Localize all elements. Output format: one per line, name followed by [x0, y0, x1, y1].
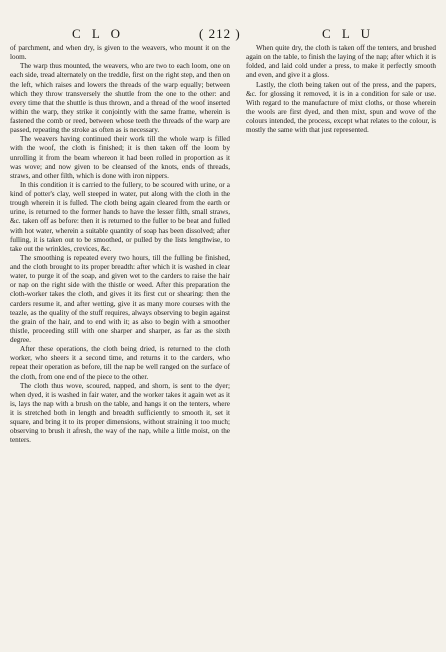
running-header: [14, 26, 432, 42]
paragraph: When quite dry, the cloth is taken off the tenters, and brushed again on the table, to finish the laying of the nap; after which it is folded, and laid cold under a press, to make it perfectly smooth and even, and give it a gloss.: [246, 44, 436, 80]
header-left: C L O: [72, 26, 125, 41]
header-right: C L U: [322, 26, 375, 41]
paragraph: In this condition it is carried to the fullery, to be scoured with urine, or a kind of potter's clay, well steeped in water, put along with the cloth in the trough wherein it is fulled. The cloth being again cleared from the earth or urine, is returned to the former hands to have the lesser filth, small straws, &c. taken off as before: then it is returned to the fuller to be beat and fulled with hot water, wherein a suitable quantity of soap has been dissolved; after fulling, it is taken out to be smoothed, or pulled by the lists lengthwise, to take out the wrinkles, crevices, &c.: [10, 180, 230, 253]
paragraph: The warp thus mounted, the weavers, who are two to each loom, one on each side, tread alternately on the treddle, first on the right step, and then on the left, which raises and lowers the threads of the warp equally; between which they throw transversely the shuttle from the one to the other: and every time that the shuttle is thus thrown, and a thread of the woof inserted within the warp, they strike it conjointly with the same frame, wherein is fastened the comb or reed, between whose teeth the threads of the warp are passed, repeating the stroke as often as is necessary.: [10, 62, 230, 135]
left-column: [10, 44, 230, 446]
right-column: [246, 44, 436, 135]
paragraph: The cloth thus wove, scoured, napped, and shorn, is sent to the dyer; when dyed, it is washed in fair water, and the worker takes it again wet as it is, lays the nap with a brush on the table, and hangs it on the tenters, where it is stretched both in length and breadth sufficiently to smooth it, set it square, and bring it to its proper dimensions, without straining it too much; observing to brush it afresh, the way of the nap, while a little moist, on the tenters.: [10, 381, 230, 445]
page-number: ( 212 ): [199, 26, 241, 41]
paragraph: After these operations, the cloth being dried, is returned to the cloth worker, who sheers it a second time, and returns it to the carders, who repeat their operation as before, till the nap be well ranged on the surface of the cloth, from one end of the piece to the other.: [10, 345, 230, 381]
paragraph: of parchment, and when dry, is given to the weavers, who mount it on the loom.: [10, 44, 230, 62]
paragraph: Lastly, the cloth being taken out of the press, and the papers, &c. for glossing it removed, it is in a condition for sale or use. With regard to the manufacture of mixt cloths, or those wherein the wools are first dyed, and then mixt, spun and wove of the colours intended, the process, except what relates to the colour, is mostly the same with that just represented.: [246, 80, 436, 135]
paragraph: The smoothing is repeated every two hours, till the fulling be finished, and the cloth brought to its proper breadth: after which it is washed in clear water, to purge it of the soap, and given wet to the carders to raise the hair or nap on the right side with the thistle or weed. After this preparation the cloth-worker takes the cloth, and gives it its first cut or shearing: then the carders resume it, and after wetting, give it as many more courses with the teazle, as the quality of the stuff requires, always observing to begin against the grain of the hair, and to end with it; as also to begin with a smoother thistle, proceeding still with one sharper and sharper, as far as the sixth degree.: [10, 253, 230, 344]
paragraph: The weavers having continued their work till the whole warp is filled with the woof, the cloth is finished; it is then taken off the loom by unrolling it from the beam whereon it had been rolled in proportion as it was wove; and now given to be cleansed of the knots, ends of threads, straws, and other filth, which is done with iron nippers.: [10, 135, 230, 180]
